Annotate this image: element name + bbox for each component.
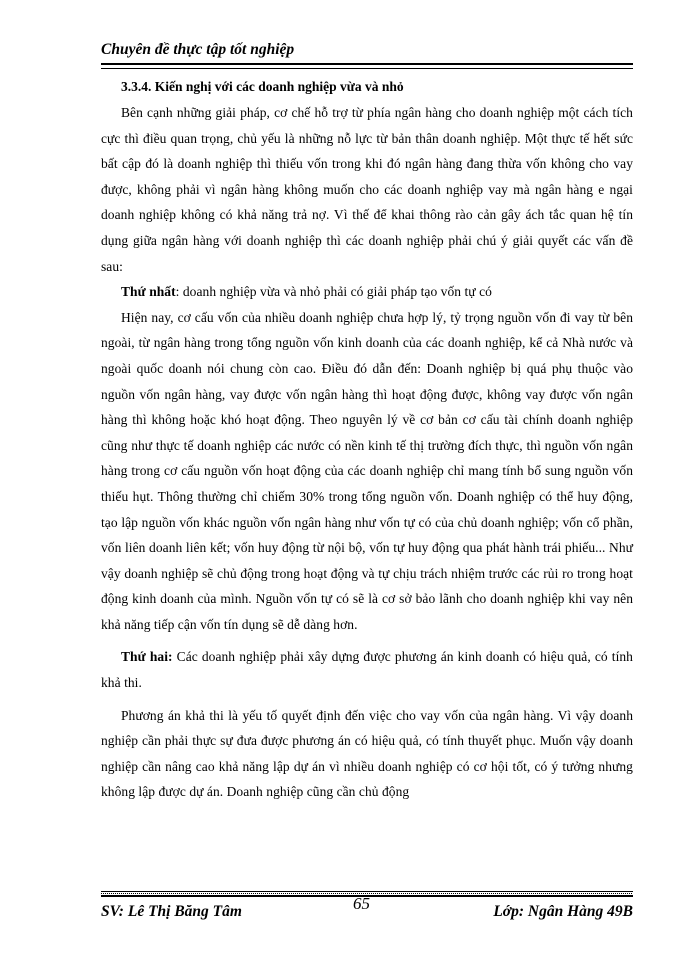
page-footer (101, 894, 633, 924)
document-body (101, 74, 633, 805)
paragraph-text: Các doanh nghiệp phải xây dựng được phương án kinh doanh có hiệu quả, có tính khả thi. (101, 649, 633, 691)
paragraph-first-point (101, 279, 633, 305)
paragraph-lead: Thứ nhất (121, 284, 176, 300)
header-title: Chuyên đề thực tập tốt nghiệp (101, 41, 295, 58)
paragraph-text: : doanh nghiệp vừa và nhỏ phải có giải pháp tạo vốn tự có (175, 284, 492, 300)
page-number: 65 (353, 894, 370, 913)
section-heading: 3.3.4. Kiến nghị với các doanh nghiệp vừa và nhỏ (121, 79, 404, 94)
paragraph-lead: Thứ hai: (121, 649, 173, 665)
paragraph-text: Hiện nay, cơ cấu vốn của nhiều doanh nghiệp chưa hợp lý, tỷ trọng nguồn vốn đi vay từ bên ngoài, từ ngân hàng trong tổng nguồn vốn kinh doanh của các doanh nghiệp, kể cả Nhà nước và ngoài quốc doanh nói chung còn cao. Điều đó dẫn đến: Doanh nghiệp bị quá phụ thuộc vào nguồn vốn ngân hàng, vay được vốn ngân hàng thì hoạt động được, không vay được vốn ngân hàng thì không hoặc khó hoạt động. Theo nguyên lý về cơ bản cơ cấu tài chính doanh nghiệp cũng như thực tế doanh nghiệp các nước có nền kinh tế thị trường đích thực, thì nguồn vốn ngân hàng trong cơ cấu nguồn vốn hoạt động của các doanh nghiệp chỉ mang tính bổ sung nguồn vốn thiếu hụt. Thông thường chỉ chiếm 30% trong tổng nguồn vốn. Doanh nghiệp có thể huy động, tạo lập nguồn vốn khác nguồn vốn ngân hàng như vốn tự có của chủ doanh nghiệp; vốn cổ phần, vốn liên doanh liên kết; vốn huy động từ nội bộ, vốn tự huy động qua phát hành trái phiếu... Như vậy doanh nghiệp sẽ chủ động trong hoạt động và tự chịu trách nhiệm trước các rủi ro trong hoạt động kinh doanh của mình. Nguồn vốn tự có sẽ là cơ sở bảo lãnh cho doanh nghiệp khi vay nên khả năng tiếp cận vốn tín dụng sẽ dễ dàng hơn. (101, 309, 633, 632)
footer-student: SV: Lê Thị Băng Tâm (101, 903, 242, 920)
paragraph-capital-structure (101, 305, 633, 638)
page-header (101, 40, 633, 60)
footer-class: Lớp: Ngân Hàng 49B (493, 903, 633, 920)
paragraph-feasible-plan (101, 703, 633, 805)
paragraph-text: Bên cạnh những giải pháp, cơ chế hỗ trợ từ phía ngân hàng cho doanh nghiệp một cách tích cực thì điều quan trọng, chủ yếu là những nỗ lực từ bản thân doanh nghiệp. Một thực tế hết sức bất cập đó là doanh nghiệp thì thiếu vốn trong khi đó ngân hàng đang thừa vốn không cho vay được, không phải vì ngân hàng không muốn cho các doanh nghiệp vay mà ngân hàng e ngại doanh nghiệp không có khả năng trả nợ. Vì thế để khai thông rào cản gây ách tắc quan hệ tín dụng giữa ngân hàng với doanh nghiệp thì các doanh nghiệp phải chú ý giải quyết các vấn đề sau: (101, 105, 633, 274)
paragraph-text: Phương án khả thi là yếu tố quyết định đến việc cho vay vốn của ngân hàng. Vì vậy doanh nghiệp cần phải thực sự đưa được phương án có hiệu quả, có tính thuyết phục. Muốn vậy doanh nghiệp cần nâng cao khả năng lập dự án vì nhiều doanh nghiệp có cơ hội tốt, có ý tưởng nhưng không lập được dự án. Doanh nghiệp cũng cần chủ động (101, 707, 633, 800)
paragraph-second-point (101, 644, 633, 695)
header-rule (101, 63, 633, 69)
paragraph-intro (101, 100, 633, 279)
